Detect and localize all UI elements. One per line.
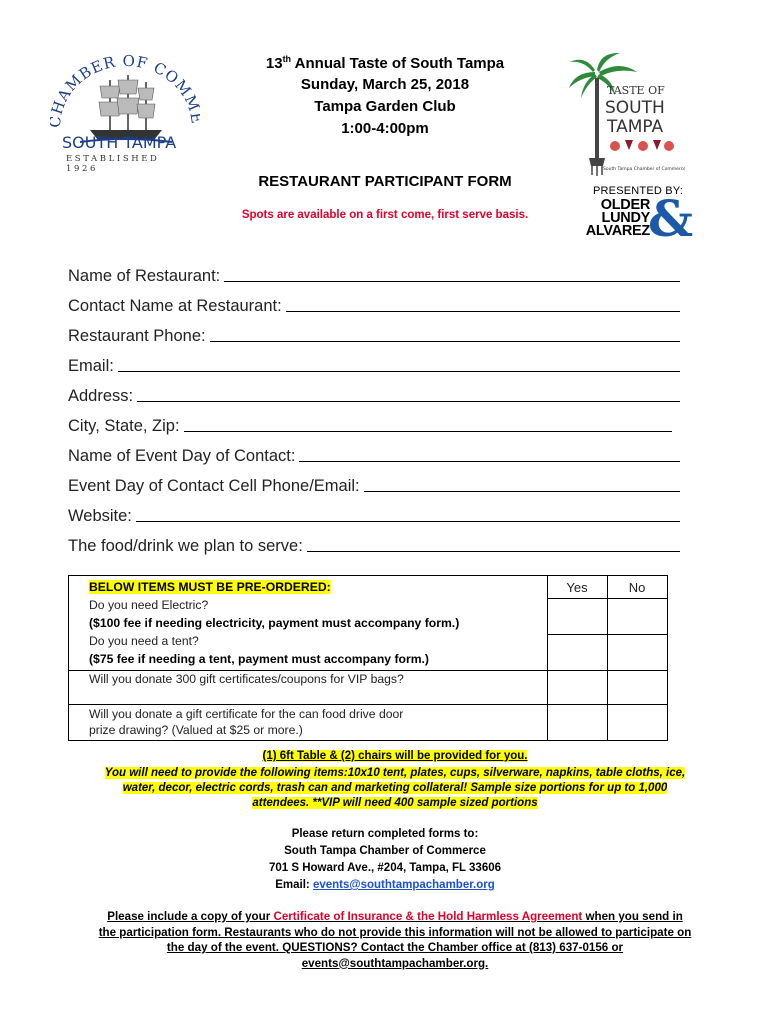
- taste-of-south-tampa-logo: [565, 50, 685, 180]
- footer-text: when you send in: [582, 910, 683, 923]
- footer-text: the participation form. Restaurants who do not provide this information will not be allowed to participate on: [98, 925, 692, 939]
- electric-question: Do you need Electric?: [89, 598, 209, 612]
- ship-icon: [80, 75, 172, 142]
- return-email-link[interactable]: events@southtampachamber.org: [312, 879, 495, 891]
- field-address: [68, 382, 680, 406]
- tent-no-cell[interactable]: [608, 635, 667, 670]
- electric-yes-cell[interactable]: [548, 599, 607, 634]
- presented-by-label: PRESENTED BY:: [593, 185, 684, 197]
- electric-no-cell[interactable]: [608, 599, 667, 634]
- preorder-header: BELOW ITEMS MUST BE PRE-ORDERED:: [89, 580, 331, 594]
- field-label: The food/drink we plan to serve:: [68, 537, 303, 555]
- fork-icon: [589, 78, 605, 176]
- sponsor-line1: OLDER: [600, 197, 650, 213]
- taste-line2: SOUTH: [605, 98, 665, 118]
- return-heading: Please return completed forms to:: [291, 828, 479, 840]
- footer-note: [55, 909, 735, 971]
- return-address: 701 S Howard Ave., #204, Tampa, FL 33606: [268, 862, 502, 874]
- chamber-name: SOUTH TAMPA: [62, 133, 177, 152]
- requirements-note: [60, 766, 730, 811]
- event-time: 1:00-4:00pm: [341, 120, 429, 137]
- electric-fee-note: ($100 fee if needing electricity, payment must accompany form.): [89, 616, 460, 630]
- field-label: Name of Event Day of Contact:: [68, 447, 296, 465]
- restaurant-name-input[interactable]: [224, 264, 680, 282]
- requirements-line: attendees. **VIP will need 400 sample sized portions: [252, 797, 538, 809]
- event-title: 13th Annual Taste of South Tampa: [265, 54, 505, 72]
- field-label: Event Day of Contact Cell Phone/Email:: [68, 477, 360, 495]
- event-date: Sunday, March 25, 2018: [300, 76, 470, 93]
- field-label: Address:: [68, 387, 134, 405]
- provided-note: (1) 6ft Table & (2) chairs will be provided for you.: [262, 750, 528, 762]
- footer-email-link[interactable]: events@southtampachamber.org.: [301, 956, 489, 970]
- taste-line3: TAMPA: [607, 117, 664, 137]
- taste-tagline: South Tampa Chamber of Commerce: [603, 167, 685, 172]
- food-icons: [610, 140, 674, 151]
- field-label: Email:: [68, 357, 114, 375]
- restaurant-phone-input[interactable]: [210, 324, 680, 342]
- tent-question: Do you need a tent?: [89, 634, 199, 648]
- event-day-phone-email-input[interactable]: [364, 474, 680, 492]
- tent-yes-cell[interactable]: [548, 635, 607, 670]
- footer-text: Please include a copy of your: [107, 910, 274, 923]
- field-website: [68, 502, 680, 526]
- return-email-line: [200, 879, 570, 891]
- field-label: City, State, Zip:: [68, 417, 180, 435]
- contact-name-input[interactable]: [286, 294, 680, 312]
- field-label: Contact Name at Restaurant:: [68, 297, 282, 315]
- chamber-logo: [50, 50, 200, 174]
- field-city-state-zip: [68, 412, 672, 436]
- field-restaurant-name: [68, 262, 680, 286]
- food-drink-input[interactable]: [307, 534, 680, 552]
- footer-text: the day of the event. QUESTIONS? Contact the Chamber office at (813) 637-0156 or: [166, 941, 624, 954]
- return-org: South Tampa Chamber of Commerce: [284, 845, 486, 857]
- spots-note: Spots are available on a first come, first serve basis.: [241, 209, 529, 221]
- tent-fee-note: ($75 fee if needing a tent, payment must accompany form.): [89, 652, 429, 666]
- field-event-day-phone-email: [68, 472, 680, 496]
- field-restaurant-phone: [68, 322, 680, 346]
- email-label: Email:: [275, 879, 313, 891]
- field-contact-name: [68, 292, 680, 316]
- chamber-arc-text: AMBER OF COM: [53, 51, 196, 105]
- ampersand-mark: &: [648, 189, 694, 248]
- chamber-established: ESTABLISHED 1926: [66, 154, 160, 174]
- field-label: Name of Restaurant:: [68, 267, 221, 285]
- form-title: RESTAURANT PARTICIPANT FORM: [258, 173, 512, 190]
- field-food-drink: [68, 532, 680, 556]
- vip-yes-cell[interactable]: [548, 671, 607, 704]
- yes-column-header: Yes: [566, 580, 588, 595]
- preorder-table: [68, 575, 668, 741]
- requirements-line: water, decor, electric cords, trash can and marketing collateral! Sample size portions for up to 1,000: [122, 782, 668, 794]
- taste-line1: TASTE OF: [607, 84, 665, 97]
- event-day-contact-input[interactable]: [299, 444, 680, 462]
- gift-yes-cell[interactable]: [548, 705, 607, 741]
- event-venue: Tampa Garden Club: [314, 98, 456, 115]
- vip-question: Will you donate 300 gift certificates/coupons for VIP bags?: [89, 672, 404, 686]
- address-input[interactable]: [137, 384, 680, 402]
- field-label: Website:: [68, 507, 132, 525]
- no-column-header: No: [628, 580, 646, 595]
- vip-no-cell[interactable]: [608, 671, 667, 704]
- gift-question-line2: prize drawing? (Valued at $25 or more.): [89, 723, 303, 737]
- field-label: Restaurant Phone:: [68, 327, 206, 345]
- requirements-line: You will need to provide the following items:10x10 tent, plates, cups, silverware, napkins, table cloths, ice,: [104, 767, 686, 779]
- gift-no-cell[interactable]: [608, 705, 667, 741]
- field-event-day-contact: [68, 442, 680, 466]
- email-input[interactable]: [118, 354, 680, 372]
- gift-question-line1: Will you donate a gift certificate for the can food drive door: [89, 707, 404, 721]
- insurance-requirement: Certificate of Insurance & the Hold Harmless Agreement: [273, 910, 583, 923]
- city-state-zip-input[interactable]: [184, 414, 672, 432]
- sponsor-line3: ALVAREZ: [585, 223, 650, 239]
- website-input[interactable]: [136, 504, 680, 522]
- sponsor-line2: LUNDY: [601, 210, 650, 226]
- field-email: [68, 352, 680, 376]
